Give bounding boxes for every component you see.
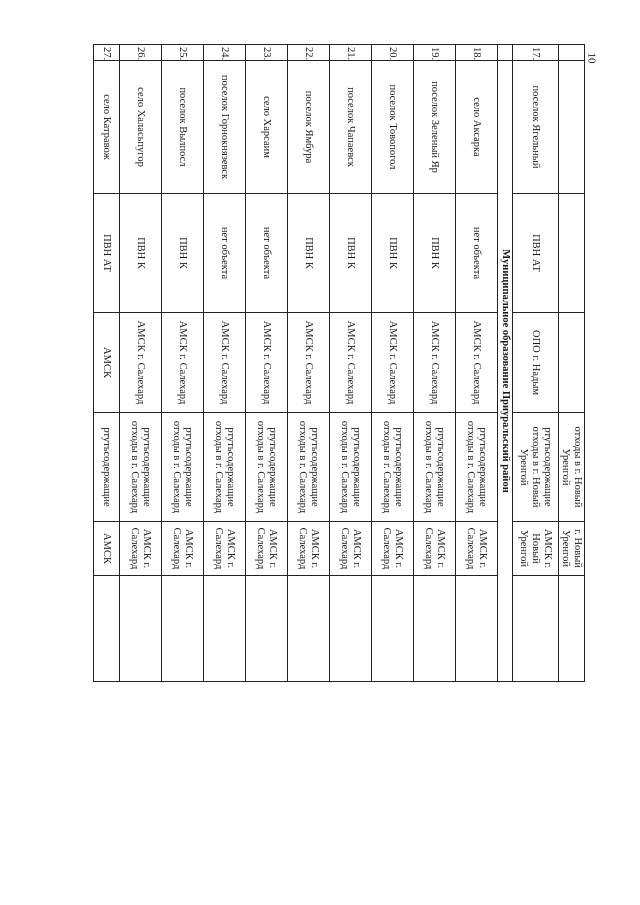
settlement-cell: поселок Ягельный [513,61,559,194]
row-number: 18. [456,45,498,61]
facility-cell: ПВН К [372,194,414,313]
extra-cell [94,576,120,682]
table-row [94,45,120,682]
settlement-cell: поселок Ямбура [288,61,330,194]
extra-cell [162,576,204,682]
table-row [288,45,330,682]
facility-cell: ПВН К [330,194,372,313]
waste-cell: ртутьсодержащие отходы в г. Салехард [162,413,204,522]
operator-cell: АМСК г. Салехард [120,313,162,413]
waste-cell: ртутьсодержащие отходы в г. Салехард [204,413,246,522]
table-row [120,45,162,682]
place-cell: АМСК [94,522,120,576]
row-number: 24. [204,45,246,61]
place-cell: г. Новый Уренгой [559,522,585,576]
facility-cell: ПВН АТ [94,194,120,313]
settlement-cell: село Харсаим [246,61,288,194]
section-spacer [498,45,513,61]
place-cell: АМСК г. Салехард [330,522,372,576]
waste-cell: ртутьсодержащие отходы в г. Салехард [288,413,330,522]
operator-cell: АМСК г. Салехард [330,313,372,413]
facility-cell: нет объекта [246,194,288,313]
row-number: 27. [94,45,120,61]
extra-cell [204,576,246,682]
operator-cell: АМСК г. Салехард [246,313,288,413]
waste-cell: ртутьсодержащие отходы в г. Новый Уренгой [513,413,559,522]
table-row [162,45,204,682]
waste-cell: ртутьсодержащие отходы в г. Салехард [372,413,414,522]
extra-cell [120,576,162,682]
waste-cell: ртутьсодержащие отходы в г. Салехард [414,413,456,522]
waste-cell: ртутьсодержащие [94,413,120,522]
facility-cell: ПВН К [120,194,162,313]
row-number: 22. [288,45,330,61]
facility-cell: нет объекта [204,194,246,313]
place-cell: АМСК г. Салехард [456,522,498,576]
facility-cell: ПВН К [288,194,330,313]
table-row [456,45,498,682]
section-title: Муниципальное образование Приуральский район [498,61,513,682]
extra-cell [330,576,372,682]
extra-cell [513,576,559,682]
extra-cell [559,576,585,682]
settlement-cell [559,61,585,194]
place-cell: АМСК г. Салехард [120,522,162,576]
settlement-cell: поселок Вылпосл [162,61,204,194]
table-body [94,45,498,682]
table-row [330,45,372,682]
table-row [513,45,559,682]
row-number: 23. [246,45,288,61]
settlement-cell: поселок Зеленый Яр [414,61,456,194]
page-number: 10 [585,52,598,64]
extra-cell [456,576,498,682]
operator-cell: АМСК г. Салехард [204,313,246,413]
settlement-cell: поселок Чапаевск [330,61,372,194]
waste-cell: ртутьсодержащие отходы в г. Салехард [456,413,498,522]
row-number: 20. [372,45,414,61]
waste-facility-table [93,44,585,682]
facility-cell: ПВН К [162,194,204,313]
facility-cell: нет объекта [456,194,498,313]
waste-cell: отходы в г. Новый Уренгой [559,413,585,522]
row-number: 19. [414,45,456,61]
facility-cell: ПВН К [414,194,456,313]
extra-cell [288,576,330,682]
table-row [204,45,246,682]
place-cell: АМСК г. Новый Уренгой [513,522,559,576]
waste-cell: ртутьсодержащие отходы в г. Салехард [246,413,288,522]
settlement-cell: село Аксарка [456,61,498,194]
settlement-cell: поселок Горнокнязевск [204,61,246,194]
table-row [372,45,414,682]
place-cell: АМСК г. Салехард [288,522,330,576]
waste-cell: ртутьсодержащие отходы в г. Салехард [330,413,372,522]
place-cell: АМСК г. Салехард [162,522,204,576]
facility-cell: ПВН АТ [513,194,559,313]
extra-cell [372,576,414,682]
place-cell: АМСК г. Салехард [414,522,456,576]
settlement-cell: село Халасьпугор [120,61,162,194]
rotated-table-container [89,44,585,681]
section-row [498,45,513,682]
row-number [559,45,585,61]
operator-cell: АМСК г. Салехард [372,313,414,413]
facility-cell [559,194,585,313]
operator-cell [559,313,585,413]
extra-cell [414,576,456,682]
table-row [414,45,456,682]
waste-cell: ртутьсодержащие отходы в г. Салехард [120,413,162,522]
settlement-cell: село Катравож [94,61,120,194]
row-number: 17. [513,45,559,61]
operator-cell: АМСК г. Салехард [414,313,456,413]
operator-cell: АМСК г. Салехард [288,313,330,413]
extra-cell [246,576,288,682]
table-row [246,45,288,682]
row-number: 26. [120,45,162,61]
operator-cell: ОПО г. Надым [513,313,559,413]
table-row [559,45,585,682]
row-number: 21. [330,45,372,61]
operator-cell: АМСК г. Салехард [456,313,498,413]
place-cell: АМСК г. Салехард [372,522,414,576]
place-cell: АМСК г. Салехард [204,522,246,576]
settlement-cell: поселок Товопогол [372,61,414,194]
operator-cell: АМСК [94,313,120,413]
place-cell: АМСК г. Салехард [246,522,288,576]
row-number: 25. [162,45,204,61]
operator-cell: АМСК г. Салехард [162,313,204,413]
